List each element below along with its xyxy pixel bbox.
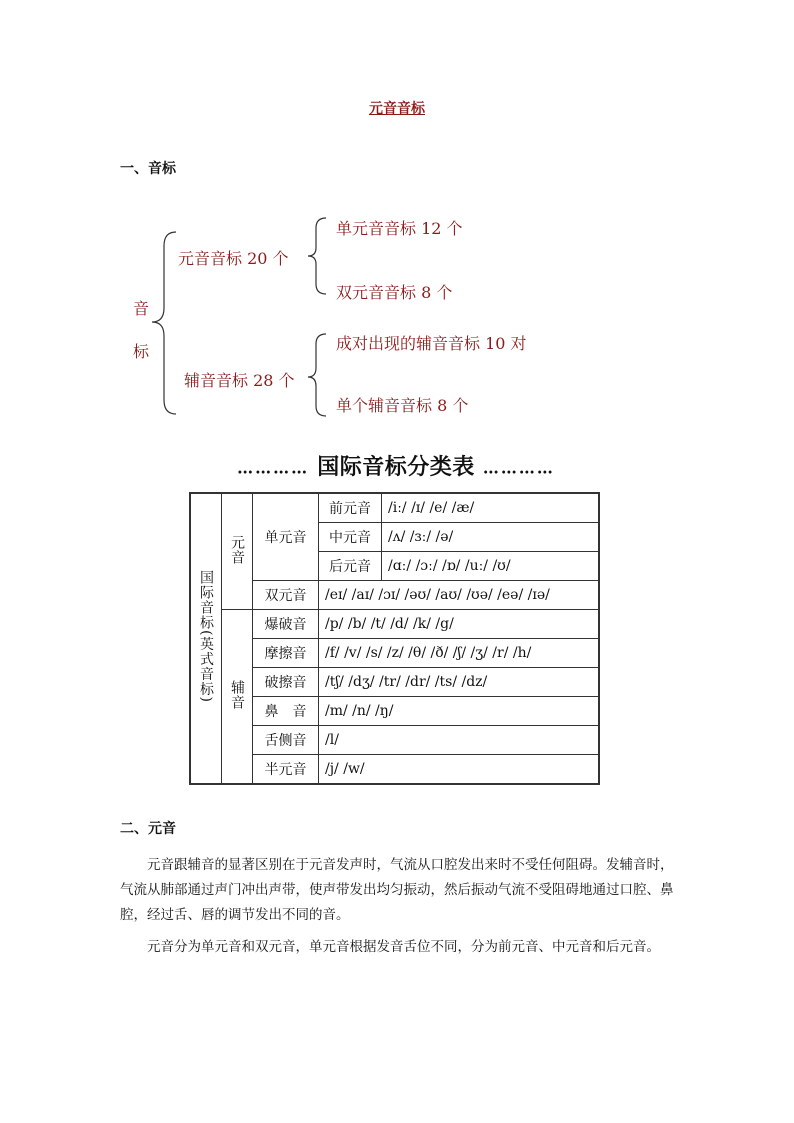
table-row — [190, 493, 599, 523]
semivowel-label: 半元音 — [253, 755, 319, 785]
root-label-cell — [190, 493, 222, 784]
ipa-classification-table — [189, 492, 600, 785]
root-brace — [152, 232, 176, 414]
section-heading-vowels: 二、元音 — [120, 821, 176, 837]
title-dots-left: ………… — [237, 458, 310, 478]
table-title-text: 国际音标分类表 — [317, 454, 475, 480]
lateral-label: 舌侧音 — [253, 726, 319, 755]
consonant-pairs-label: 成对出现的辅音音标 10 对 — [336, 334, 527, 353]
nasal-symbols: /m/ /n/ /ŋ/ — [319, 697, 600, 726]
vowel-single-label: 单元音音标 12 个 — [336, 219, 463, 238]
section-heading-phonetics: 一、音标 — [120, 161, 176, 177]
consonant-label: 辅音 — [229, 679, 245, 710]
consonant-brace — [308, 334, 326, 416]
vowel-brace — [308, 218, 326, 294]
monophthong-label: 单元音 — [253, 493, 319, 581]
front-vowel-label: 前元音 — [319, 493, 382, 523]
diphthong-label: 双元音 — [253, 581, 319, 610]
page-title: 元音音标 — [369, 101, 425, 117]
tree-root-top: 音 — [133, 299, 150, 318]
fricative-symbols: /f/ /v/ /s/ /z/ /θ/ /ð/ /ʃ/ /ʒ/ /r/ /h/ — [319, 639, 600, 668]
vowel-label: 元音 — [229, 534, 245, 565]
plosive-label: 爆破音 — [253, 610, 319, 639]
table-row — [190, 610, 599, 639]
paragraph-vowel-types: 元音分为单元音和双元音，单元音根据发音舌位不同，分为前元音、中元音和后元音。 — [147, 939, 660, 955]
central-vowel-symbols: /ʌ/ /ɜː/ /ə/ — [382, 523, 600, 552]
affricate-symbols: /tʃ/ /dʒ/ /tr/ /dr/ /ts/ /dz/ — [319, 668, 600, 697]
brace-lines — [150, 210, 330, 425]
tree-root-bottom: 标 — [133, 342, 150, 361]
diphthong-symbols: /eɪ/ /aɪ/ /ɔɪ/ /əʊ/ /aʊ/ /ʊə/ /eə/ /ɪə/ — [319, 581, 600, 610]
table-title — [190, 450, 602, 481]
vowel-double-label: 双元音音标 8 个 — [336, 283, 453, 302]
front-vowel-symbols: /iː/ /ɪ/ /e/ /æ/ — [382, 493, 600, 523]
affricate-label: 破擦音 — [253, 668, 319, 697]
semivowel-symbols: /j/ /w/ — [319, 755, 600, 785]
vowel-label-cell — [222, 493, 253, 610]
consonant-single-label: 单个辅音音标 8 个 — [336, 396, 469, 415]
back-vowel-symbols: /ɑː/ /ɔː/ /ɒ/ /uː/ /ʊ/ — [382, 552, 600, 581]
paragraph-vowel-consonant-difference: 元音跟辅音的显著区别在于元音发声时，气流从口腔发出来时不受任何阻碍。发辅音时，气流从肺部通过声门冲出声带，使声带发出均匀振动，然后振动气流不受阻碍地通过口腔、鼻腔，经过舌、唇的调节发出不同的音。 — [120, 857, 674, 923]
consonant-label-cell — [222, 610, 253, 785]
central-vowel-label: 中元音 — [319, 523, 382, 552]
plosive-symbols: /p/ /b/ /t/ /d/ /k/ /g/ — [319, 610, 600, 639]
title-dots-right: ………… — [482, 458, 555, 478]
nasal-label: 鼻 音 — [253, 697, 319, 726]
fricative-label: 摩擦音 — [253, 639, 319, 668]
root-label: 国际音标(英式音标) — [198, 570, 214, 703]
lateral-symbols: /l/ — [319, 726, 600, 755]
back-vowel-label: 后元音 — [319, 552, 382, 581]
consonant-branch-label: 辅音音标 28 个 — [184, 371, 295, 390]
vowel-branch-label: 元音音标 20 个 — [178, 249, 289, 268]
